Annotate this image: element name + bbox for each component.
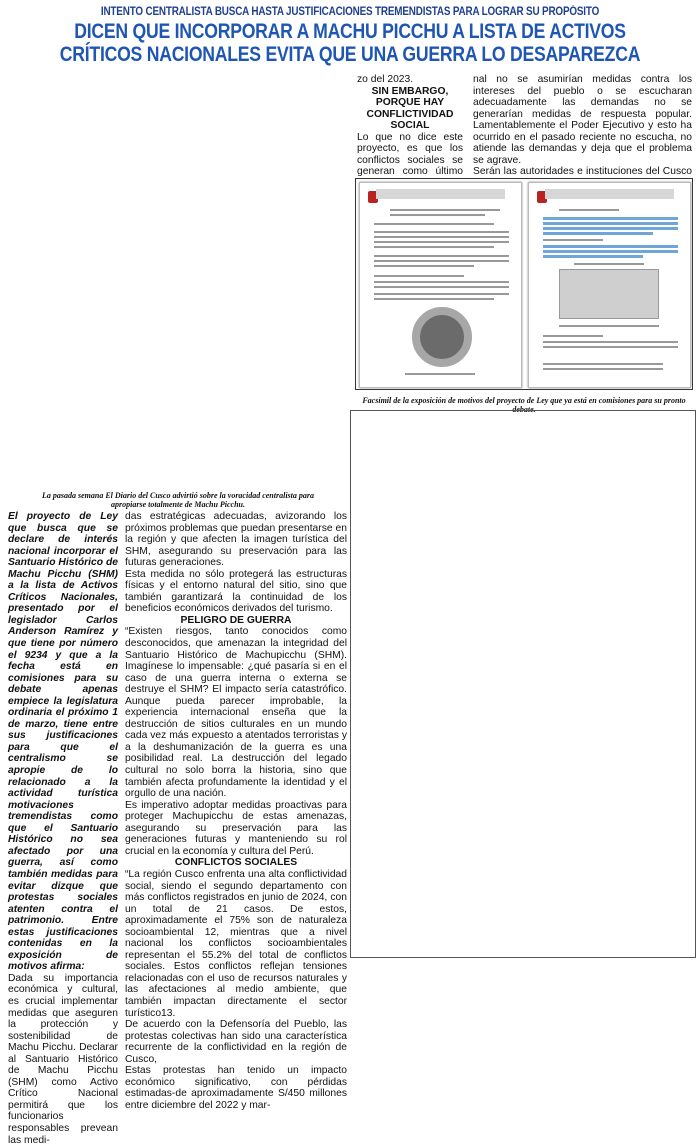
top-b-p1: nal no se asumirían medidas contra los intereses del pueblo o se escucharan adecuadamente las demandas no se generarían medidas de respuesta popular. Lamentablemente el Poder Ejecutivo y esto ha ocurrido en el pasado reciente no escucha, no atiende las demandas y deja que el problema se agrave. (473, 74, 692, 166)
diagram-wheel (412, 307, 472, 367)
top-a-subhead: SIN EMBARGO, PORQUE HAY CONFLICTIVIDAD SOCIAL (366, 85, 454, 132)
facsimile-page-1 (359, 182, 522, 388)
left-column (8, 511, 118, 1146)
top-a-p1: zo del 2023. (357, 74, 414, 85)
headline (56, 20, 644, 66)
main-column (125, 511, 347, 1111)
main-p7: Estas protestas han tenido un impacto económico significativo, con pérdidas estimadas-de aproximadamente S/450 millones entre diciembre del 2022 y mar- (125, 1065, 347, 1111)
facsimile-page-2 (528, 182, 691, 388)
subhead-peligro: PELIGRO DE GUERRA (180, 614, 292, 626)
kicker: INTENTO CENTRALISTA BUSCA HASTA JUSTIFICACIONES TREMENDISTAS PARA LOGRAR SU PROPÓSITO (100, 6, 600, 18)
top-a-p2: Lo que no dice este proyecto, es que los conflictos sociales se generan como último (357, 131, 463, 178)
conflict-map (559, 269, 659, 319)
main-p1: das estratégicas adecuadas, avizorando los próximos problemas que puedan presentarse en la región y que afecten la imagen turística del SHM, asegurando su preservación para las futuras generaciones. (125, 511, 347, 569)
page-header-bar (545, 189, 674, 199)
top-b-p2: Serán las autoridades e instituciones del Cusco (473, 166, 692, 178)
main-p5: “La región Cusco enfrenta una alta conflictividad social, siendo el segundo departamento con más conflictos registrados en junio de 2024, con un total de 21 casos. De estos, aproximadamente el 75% son de naturaleza socioambiental 12, mientras que a nivel nacional los conflictos socioambientales representan el 55.2% del total de conflictos sociales. Estos conflictos reflejan tensiones relacionadas con el uso de recursos naturales y las afectaciones al medio ambiente, que también impactan directamente el sector turístico13. (125, 868, 347, 1019)
headline-line-1: DICEN QUE INCORPORAR A MACHU PICCHU A LISTA DE ACTIVOS (74, 20, 626, 43)
main-p2: Esta medida no sólo protegerá las estructuras físicas y el entorno natural del sitio, sino que también garantizará la continuidad de los beneficios económicos derivados del turismo. (125, 568, 347, 615)
left-intro: El proyecto de Ley que busca que se declare de interés nacional incorporar el Santuario Histórico de Machu Picchu (SHM) a la lista de Activos Críticos Nacionales, presentado por el legislador Carlos Anderson Ramírez y que tiene por número el 9234 y que a la fecha está en comisiones para su debate apenas empiece la legislatura ordinaria el próximo 1 de marzo, tiene entre sus justificaciones para que el centralismo se apropie de lo relacionado a la actividad turística motivaciones tremendistas como que el Santuario Histórico no sea afectado por una guerra, así como también medidas para evitar dizque que protestas sociales atenten contra el patrimonio. Entre estas justificaciones contenidas en la exposición de motivos afirma: (8, 511, 118, 973)
main-p3: “Existen riesgos, tanto conocidos como desconocidos, que amenazan la integridad del Santuario Histórico de Machupicchu (SHM). Imagínese lo impensable: ¿qué pasaría si en el caso de una guerra interna o externa se destruye el SHM? El impacto sería catastrófico. Aunque pueda parecer improbable, la experiencia internacional enseña que la destrucción de sitios culturales en un mundo cada vez más expuesto a atentados terroristas y a la deshumanización de la guerra es una posibilidad real. La destrucción del legado cultural no solo borra la historia, sino que también afecta profundamente la identidad y el orgullo de una nación. (125, 626, 347, 800)
left-photo-caption: La pasada semana El Diario del Cusco advirtió sobre la voracidad centralista para apropiarse totalmente de Machu Picchu. (41, 491, 314, 509)
facsimile-figure (355, 178, 693, 390)
photo-frame (350, 410, 696, 958)
subhead-conflictos: CONFLICTOS SOCIALES (174, 857, 298, 869)
main-p4: Es imperativo adoptar medidas proactivas para proteger Machupicchu de estas amenazas, asegurando su preservación para las generaciones futuras y manteniendo su rol crucial en la economía y cultura del Perú. (125, 799, 347, 857)
left-body: Dada su importancia económica y cultural, es crucial implementar medidas que aseguren la protección y sostenibilidad de Machu Picchu. Declarar al Santuario Histórico de Machu Picchu (SHM) como Activo Crítico Nacional permitirá que los funcionarios responsables prevean las medi- (8, 972, 118, 1146)
figure-caption: Facsímil de la exposición de motivos del proyecto de Ley que ya está en comisiones para su pronto debate. (362, 396, 686, 414)
page-header-bar (376, 189, 505, 199)
headline-line-2: CRÍTICOS NACIONALES EVITA QUE UNA GUERRA LO DESAPAREZCA (59, 43, 641, 66)
main-p6: De acuerdo con la Defensoría del Pueblo, las protestas colectivas han sido una característica recurrente de la conflictividad en la región de Cusco, (125, 1019, 347, 1065)
